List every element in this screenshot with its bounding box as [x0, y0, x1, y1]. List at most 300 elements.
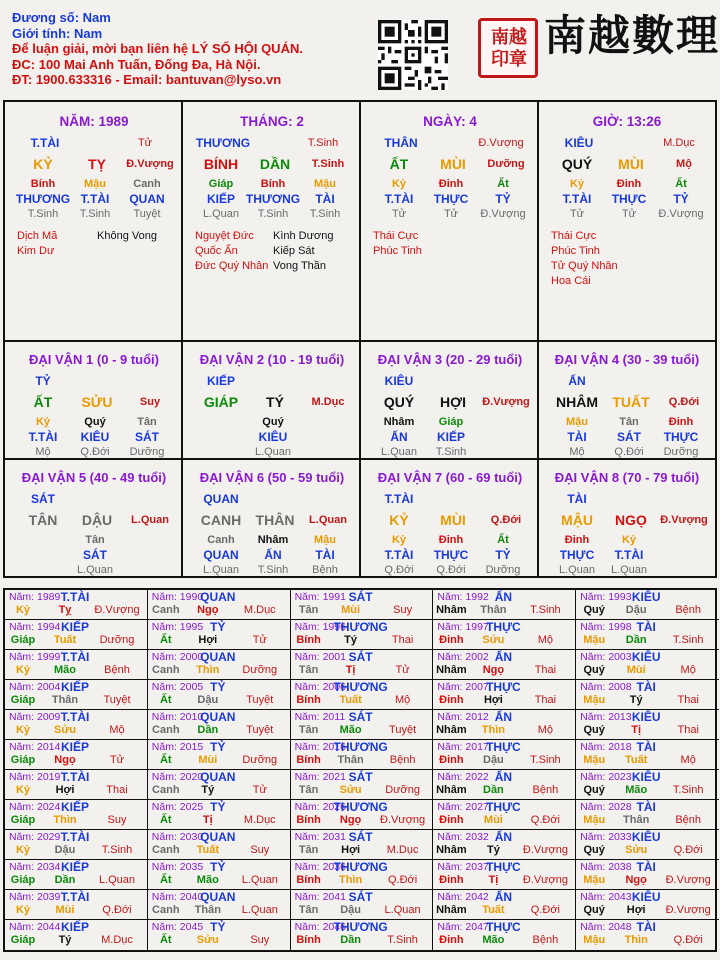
- year-god: TÀI: [636, 740, 656, 754]
- luck-hidden-stem: Tân: [619, 416, 639, 428]
- luck-branch: DẬU: [81, 512, 113, 528]
- year-stem: Canh: [152, 604, 180, 616]
- hidden-god: TÀI: [315, 192, 335, 206]
- luck-hidden-god: TỶ: [495, 548, 511, 562]
- hidden-god: THƯƠNG: [15, 192, 71, 206]
- year-branch: Ngọ: [625, 874, 647, 886]
- luck-hidden-god: T.TÀI: [384, 548, 414, 562]
- year-god: KIẾP: [60, 740, 90, 754]
- year-cell: [291, 830, 434, 860]
- year-state: Mộ: [109, 724, 125, 736]
- star-left: Thái Cực: [551, 230, 597, 242]
- year-stem: Bính: [296, 634, 321, 646]
- luck-state: M.Dục: [311, 396, 345, 408]
- year-label: Năm: 2032: [437, 831, 489, 843]
- year-god: SÁT: [348, 770, 373, 784]
- year-branch: Thìn: [624, 934, 648, 946]
- luck-cell: [361, 460, 539, 578]
- year-god: T.TÀI: [60, 650, 90, 664]
- hidden-stem: Đinh: [438, 178, 464, 190]
- year-cell: [576, 860, 719, 890]
- year-branch: Thìn: [196, 664, 220, 676]
- year-stem: Mậu: [583, 634, 606, 646]
- year-god: THỰC: [486, 860, 521, 874]
- year-label: Năm: 2001: [294, 651, 346, 663]
- year-god: ẤN: [494, 590, 513, 604]
- luck-hidden-life: L.Quan: [380, 446, 418, 458]
- year-state: M.Dục: [243, 814, 276, 826]
- luck-god: TỶ: [35, 374, 51, 388]
- star-left: Kim Dư: [17, 245, 55, 257]
- year-state: Suy: [393, 604, 413, 616]
- star-left: Tử Quý Nhân: [551, 260, 618, 272]
- year-stem: Kỷ: [15, 604, 31, 616]
- year-label: Năm: 2046: [294, 921, 346, 933]
- luck-title: ĐẠI VẬN 5 (40 - 49 tuổi): [21, 470, 167, 485]
- year-state: Bệnh: [675, 814, 702, 826]
- year-branch: Dậu: [625, 604, 647, 616]
- year-stem: Tân: [298, 904, 319, 916]
- pillar-god-left: THÂN: [384, 136, 418, 150]
- year-stem: Nhâm: [436, 604, 467, 616]
- year-cell: [5, 800, 148, 830]
- year-cell: [148, 800, 291, 830]
- year-branch: Ngọ: [482, 664, 505, 676]
- year-label: Năm: 2031: [294, 831, 346, 843]
- year-god: KIÊU: [631, 890, 661, 904]
- year-stem: Nhâm: [436, 904, 467, 916]
- luck-hidden-stem: Giáp: [438, 416, 464, 428]
- luck-god: KIÊU: [384, 374, 414, 388]
- year-cell: [576, 770, 719, 800]
- year-label: Năm: 2026: [294, 801, 346, 813]
- year-stem: Canh: [152, 904, 180, 916]
- year-stem: Nhâm: [436, 724, 467, 736]
- year-god: QUAN: [200, 650, 236, 664]
- year-cell: [5, 920, 148, 950]
- year-cell: [291, 710, 434, 740]
- year-cell: [433, 920, 576, 950]
- year-cell: [576, 830, 719, 860]
- year-god: THƯƠNG: [333, 800, 388, 814]
- year-branch: Sửu: [339, 784, 362, 796]
- luck-cell: [5, 460, 183, 578]
- luck-hidden-god: TÀI: [315, 548, 335, 562]
- luck-state: Q.Đới: [490, 514, 522, 526]
- year-state: Thai: [677, 724, 699, 736]
- year-god: THƯƠNG: [333, 680, 388, 694]
- year-branch: Tị: [631, 724, 642, 736]
- year-god: KIÊU: [631, 830, 661, 844]
- year-state: Dưỡng: [242, 754, 278, 766]
- year-cell: [433, 770, 576, 800]
- year-god: T.TÀI: [60, 770, 90, 784]
- year-branch: Mùi: [626, 664, 646, 676]
- year-branch: Tuất: [482, 904, 505, 916]
- year-god: KIÊU: [631, 710, 661, 724]
- year-label: Năm: 2045: [151, 921, 204, 933]
- year-branch: Dần: [340, 934, 361, 946]
- pillar-cell: [361, 102, 539, 342]
- year-branch: Hợi: [55, 784, 75, 796]
- luck-stem: KỶ: [389, 512, 409, 528]
- year-stem: Giáp: [10, 754, 36, 766]
- year-cell: [433, 710, 576, 740]
- year-state: Thai: [677, 694, 699, 706]
- year-state: Bệnh: [389, 754, 416, 766]
- year-god: ẤN: [494, 770, 513, 784]
- hidden-stem: Giáp: [208, 178, 234, 190]
- year-state: Dưỡng: [242, 664, 278, 676]
- year-cell: [5, 770, 148, 800]
- luck-hidden-god: T.TÀI: [28, 430, 58, 444]
- year-god: TỶ: [210, 680, 226, 694]
- year-label: Năm: 1998: [580, 621, 632, 633]
- luck-state: Đ.Vượng: [482, 396, 530, 408]
- year-stem: Kỷ: [15, 844, 31, 856]
- year-label: Năm: 2047: [437, 921, 489, 933]
- luck-hidden-stem: Quý: [84, 416, 106, 428]
- year-god: QUAN: [200, 770, 236, 784]
- year-label: Năm: 2033: [580, 831, 632, 843]
- year-cell: [433, 620, 576, 650]
- year-stem: Mậu: [583, 754, 606, 766]
- year-state: Dưỡng: [385, 784, 420, 796]
- luck-hidden-life: Dưỡng: [129, 446, 165, 458]
- luck-stem: TÂN: [28, 512, 58, 528]
- year-label: Năm: 1989: [9, 591, 61, 603]
- year-label: Năm: 2017: [437, 741, 489, 753]
- luck-hidden-life: L.Quan: [610, 564, 648, 576]
- year-label: Năm: 2024: [9, 801, 61, 813]
- year-cell: [148, 920, 291, 950]
- year-label: Năm: 2015: [151, 741, 204, 753]
- star-left: Quốc Ấn: [195, 245, 238, 257]
- luck-god: QUAN: [203, 492, 239, 506]
- star-right: Vong Thần: [273, 260, 327, 272]
- year-state: Mộ: [680, 754, 696, 766]
- year-state: Q.Đới: [530, 904, 560, 916]
- year-god: ẤN: [494, 650, 513, 664]
- luck-branch: NGỌ: [615, 512, 647, 528]
- luck-hidden-stem: Đinh: [438, 534, 464, 546]
- year-state: T.Sinh: [672, 784, 704, 796]
- year-label: Năm: 1996: [294, 621, 346, 633]
- year-state: T.Sinh: [672, 634, 704, 646]
- year-state: Tuyệt: [103, 694, 131, 706]
- year-branch: Thân: [51, 694, 79, 706]
- luck-god: SÁT: [31, 492, 55, 506]
- year-god: TỶ: [210, 620, 226, 634]
- year-cell: [148, 770, 291, 800]
- year-stem: Bính: [296, 874, 321, 886]
- luck-hidden-stem: Tân: [137, 416, 157, 428]
- year-state: Tuyệt: [389, 724, 417, 736]
- year-branch: Thìn: [53, 814, 77, 826]
- year-stem: Mậu: [583, 934, 606, 946]
- luck-branch: SỬU: [81, 394, 113, 410]
- year-cell: [291, 860, 434, 890]
- year-stem: Canh: [152, 664, 180, 676]
- year-god: THỰC: [486, 680, 521, 694]
- luck-hidden-life: L.Quan: [202, 564, 240, 576]
- hidden-god: T.TÀI: [384, 192, 414, 206]
- year-stem: Đinh: [439, 814, 464, 826]
- luck-god: T.TÀI: [384, 492, 414, 506]
- year-label: Năm: 2043: [580, 891, 632, 903]
- year-stem: Bính: [296, 754, 321, 766]
- luck-hidden-stem: Mậu: [314, 534, 336, 546]
- pillar-stem: QUÝ: [561, 156, 593, 172]
- year-state: L.Quan: [384, 904, 421, 916]
- hidden-life: T.Sinh: [79, 208, 111, 220]
- star-left: Thái Cực: [373, 230, 419, 242]
- pillar-branch: TỴ: [88, 156, 106, 172]
- year-stem: Ất: [159, 634, 172, 646]
- year-label: Năm: 1994: [9, 621, 61, 633]
- hidden-stem: Kỷ: [391, 178, 407, 190]
- year-stem: Tân: [298, 604, 319, 616]
- star-left: Hoa Cái: [551, 275, 591, 287]
- year-cell: [433, 890, 576, 920]
- year-state: Tử: [252, 784, 267, 796]
- year-branch: Dần: [197, 724, 219, 736]
- year-cell: [5, 830, 148, 860]
- luck-hidden-life: Dưỡng: [663, 446, 699, 458]
- year-stem: Quý: [583, 664, 605, 676]
- luck-hidden-god: SÁT: [135, 430, 159, 444]
- year-branch: Dần: [54, 874, 76, 886]
- year-stem: Tân: [298, 844, 319, 856]
- year-state: Đ.Vượng: [522, 874, 568, 886]
- year-stem: Canh: [152, 724, 180, 736]
- hidden-life: Tử: [443, 208, 459, 220]
- year-branch: Mùi: [341, 604, 361, 616]
- year-state: Q.Đới: [673, 934, 703, 946]
- star-right: Kình Dương: [273, 230, 334, 242]
- luck-hidden-life: T.Sinh: [435, 446, 467, 458]
- year-cell: [433, 650, 576, 680]
- pillar-title: GIỜ: 13:26: [592, 114, 662, 129]
- hidden-life: T.Sinh: [257, 208, 289, 220]
- year-god: SÁT: [348, 650, 373, 664]
- year-label: Năm: 2013: [580, 711, 632, 723]
- year-god: T.TÀI: [60, 710, 90, 724]
- year-branch: Mão: [482, 934, 505, 946]
- year-state: Tử: [252, 634, 267, 646]
- year-branch: Mùi: [55, 904, 75, 916]
- year-label: Năm: 1992: [437, 591, 489, 603]
- year-branch: Dậu: [197, 694, 219, 706]
- year-state: Bệnh: [532, 784, 559, 796]
- year-branch: Tý: [486, 844, 500, 856]
- year-state: M.Dục: [386, 844, 419, 856]
- year-god: TỶ: [210, 860, 226, 874]
- year-branch: Dậu: [340, 904, 361, 916]
- year-stem: Giáp: [10, 934, 36, 946]
- year-branch: Hợi: [198, 634, 218, 646]
- year-cell: [291, 620, 434, 650]
- hidden-stem: Bính: [260, 178, 286, 190]
- year-cell: [5, 620, 148, 650]
- year-stem: Nhâm: [436, 844, 467, 856]
- year-branch: Mão: [196, 874, 219, 886]
- pillar-god-left: KIÊU: [564, 136, 594, 150]
- year-label: Năm: 2008: [580, 681, 632, 693]
- luck-hidden-stem: Đinh: [564, 534, 590, 546]
- year-god: QUAN: [200, 830, 236, 844]
- pillar-life-right: Đ.Vượng: [478, 137, 524, 149]
- hidden-god: THƯƠNG: [245, 192, 301, 206]
- year-god: KIÊU: [631, 590, 661, 604]
- luck-hidden-stem: Kỷ: [391, 534, 407, 546]
- hidden-life: Đ.Vượng: [658, 208, 704, 220]
- year-stem: Giáp: [10, 634, 36, 646]
- pillar-state: Đ.Vượng: [126, 158, 174, 170]
- year-state: T.Sinh: [530, 604, 561, 616]
- luck-branch: THÂN: [255, 512, 295, 528]
- year-state: Bệnh: [532, 934, 559, 946]
- year-stem: Đinh: [439, 754, 464, 766]
- year-cell: [148, 590, 291, 620]
- year-cell: [433, 680, 576, 710]
- year-cell: [576, 710, 719, 740]
- year-label: Năm: 1990: [151, 591, 204, 603]
- year-label: Năm: 2048: [580, 921, 632, 933]
- luck-state: Q.Đới: [668, 396, 700, 408]
- hidden-life: Tử: [391, 208, 407, 220]
- pillar-cell: [539, 102, 715, 342]
- year-branch: Tuất: [196, 844, 219, 856]
- year-cell: [148, 680, 291, 710]
- luck-state: Suy: [139, 396, 161, 408]
- luck-hidden-god: KIẾP: [436, 430, 466, 444]
- year-state: T.Sinh: [387, 934, 418, 946]
- luck-stem: ẤT: [33, 394, 53, 410]
- pillar-title: NGÀY: 4: [423, 114, 477, 129]
- year-state: Mộ: [680, 664, 696, 676]
- year-label: Năm: 1995: [151, 621, 204, 633]
- year-god: SÁT: [348, 590, 373, 604]
- gender-line: Giới tính: Nam: [12, 25, 103, 41]
- pillar-state: Dưỡng: [487, 158, 525, 170]
- hidden-god: T.TÀI: [80, 192, 110, 206]
- year-branch: Hợi: [341, 844, 361, 856]
- year-label: Năm: 2006: [294, 681, 346, 693]
- hidden-god: KIẾP: [206, 192, 236, 206]
- year-branch: Tý: [201, 784, 215, 796]
- year-cell: [291, 740, 434, 770]
- year-cell: [148, 740, 291, 770]
- header-info: [12, 10, 372, 88]
- year-god: T.TÀI: [60, 830, 90, 844]
- year-label: Năm: 2039: [9, 891, 61, 903]
- year-cell: [291, 800, 434, 830]
- hidden-god: THỰC: [611, 192, 647, 206]
- hidden-god: QUAN: [129, 192, 165, 206]
- year-state: Tử: [395, 664, 410, 676]
- year-label: Năm: 2005: [151, 681, 204, 693]
- year-god: KIÊU: [631, 650, 661, 664]
- luck-hidden-stem: Quý: [262, 416, 284, 428]
- luck-stem: MẬU: [561, 512, 593, 528]
- luck-hidden-life: Q.Đới: [614, 446, 644, 458]
- qr-code-icon: [378, 20, 448, 90]
- year-stem: Mậu: [583, 874, 606, 886]
- year-stem: Ất: [159, 814, 172, 826]
- year-stem: Bính: [296, 694, 321, 706]
- luck-state: Đ.Vượng: [660, 514, 708, 526]
- year-branch: Tỵ: [58, 604, 72, 616]
- seal-text: 南越印章: [491, 27, 527, 70]
- luck-title: ĐẠI VẬN 3 (20 - 29 tuổi): [377, 352, 523, 367]
- luck-title: ĐẠI VẬN 1 (0 - 9 tuổi): [28, 352, 160, 367]
- pillar-stem: ẤT: [389, 156, 409, 172]
- year-label: Năm: 2023: [580, 771, 632, 783]
- year-state: T.Sinh: [101, 844, 133, 856]
- hidden-god: THỰC: [433, 192, 469, 206]
- pillar-stem: BÍNH: [203, 156, 239, 172]
- year-branch: Sửu: [625, 844, 648, 856]
- year-state: Mộ: [537, 724, 554, 736]
- year-state: Q.Đới: [530, 814, 560, 826]
- star-left: Dịch Mã: [17, 230, 58, 242]
- luck-hidden-stem: Mậu: [566, 416, 588, 428]
- year-state: Tử: [109, 754, 125, 766]
- year-god: THỰC: [486, 740, 521, 754]
- luck-hidden-stem: Canh: [207, 534, 235, 546]
- year-god: THƯƠNG: [333, 860, 388, 874]
- luck-cell: [361, 342, 539, 460]
- year-branch: Mão: [339, 724, 362, 736]
- year-stem: Ất: [159, 754, 172, 766]
- luck-hidden-stem: Kỷ: [621, 534, 637, 546]
- hidden-stem: Ất: [497, 178, 509, 190]
- pillar-life-right: Tử: [137, 137, 153, 149]
- year-label: Năm: 2029: [9, 831, 61, 843]
- year-god: TÀI: [636, 860, 656, 874]
- year-god: TỶ: [210, 740, 226, 754]
- hidden-stem: Mậu: [84, 178, 106, 190]
- year-stem: Tân: [298, 664, 319, 676]
- year-state: L.Quan: [98, 874, 136, 886]
- luck-state: L.Quan: [131, 514, 169, 526]
- luck-hidden-god: SÁT: [83, 548, 107, 562]
- luck-hidden-god: ẤN: [390, 430, 408, 444]
- luck-hidden-life: L.Quan: [254, 446, 292, 458]
- year-cell: [433, 800, 576, 830]
- brand-title: 南越數理: [544, 11, 720, 60]
- year-stem: Quý: [583, 784, 605, 796]
- year-cell: [576, 680, 719, 710]
- year-state: L.Quan: [241, 874, 278, 886]
- year-cell: [148, 620, 291, 650]
- year-state: Bệnh: [104, 664, 130, 676]
- luck-hidden-god: THỰC: [663, 430, 699, 444]
- year-label: Năm: 1997: [437, 621, 489, 633]
- year-cell: [5, 590, 148, 620]
- luck-god: TÀI: [567, 492, 587, 506]
- star-left: Đức Quý Nhân: [195, 260, 269, 272]
- address-line: ĐC: 100 Mai Anh Tuấn, Đống Đa, Hà Nội.: [12, 56, 261, 72]
- pillar-state: T.Sinh: [311, 158, 345, 170]
- year-branch: Tuất: [53, 634, 77, 646]
- luck-hidden-life: Mộ: [35, 446, 51, 458]
- luck-stem: NHÂM: [556, 394, 598, 410]
- year-stem: Ất: [159, 694, 172, 706]
- year-god: TỶ: [210, 920, 226, 934]
- pillar-branch: MÙI: [618, 156, 644, 172]
